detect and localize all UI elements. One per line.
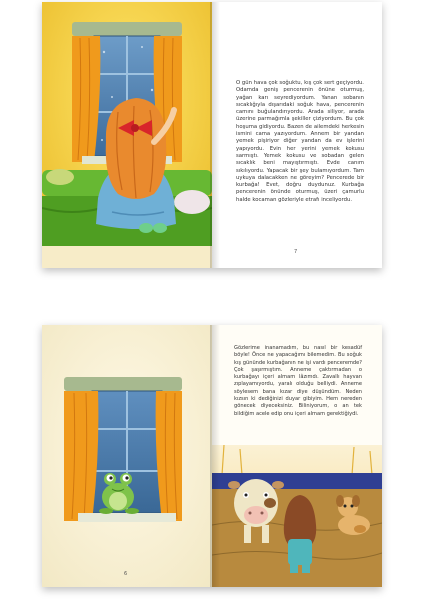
page-number-bottom: 6	[124, 571, 128, 577]
story-paragraph-bottom: Gözlerime inanamadım, bu nasıl bir kesadüf böyle! Önce ne yapacağımı bilemedim. Bu soğuk kış gününde kurbağanın ne işi vardı penceremde? Çok şaşırmıştım. Anneme çaktırmadan o kurbağayı içeri almam lâzımdı. Zavallı hayvan zıplayamıyordu, yaralı olduğu belliydi. Anneme söylesem bana kızar diye düşündüm. Neden kızsın ki dediğinizi duyar gibiyim. Hem nereden gönecek diyeceksiniz. Biliniyorum, o an tek bildiğim acele edip onu içeri almam gerektiğiydi.	[234, 345, 362, 417]
page-number-top: 7	[294, 249, 298, 255]
story-paragraph-top: O gün hava çok soğuktu, kış çok sert geçiyordu. Odamda geniş pencerenin önüne oturmuş, yağan karı seyrediyordum. Yanan sobanın sıcaklığıyla dışarıdaki soğuk hava, pencerenin camını buğulandırıyordu. Arada siliyor, arada üzerine parmağımla şekiller çiziyordum. Bu çok hoşuma gidiyordu. Bazen de ailemdeki herkesin ismini cama yazıyordum. Annem bir yandan yemek pişiriyor diğer yandan da ev işlerini yapıyordu. Evin her yerini yemek kokusu sarmıştı. Yemek kokusu ve sobadan gelen sıcaklık beni mayıştırmıştı. Evde canım sıkılıyordu. Yapacak bir şey bulamıyordum. Tam uykuya dalacakken ne göreyim? Pencerede bir kurbağa! Evet, doğru duydunuz. Kurbağa pencerenin önünde oturmuş, üzeri çamurlu halde kocaman gözleriyle etrafı inceliyordu.	[236, 80, 364, 203]
illustration-page-girl-at-window	[42, 2, 212, 268]
text-page-right-top	[212, 2, 382, 268]
text-page-right-bottom	[212, 325, 382, 587]
book-spread-top	[42, 2, 382, 268]
frog-window-illustration	[42, 325, 212, 587]
illustration-page-frog-at-window	[42, 325, 212, 587]
book-spread-bottom	[42, 325, 382, 587]
girl-figure-back	[284, 495, 316, 573]
girl-window-illustration	[42, 2, 212, 268]
